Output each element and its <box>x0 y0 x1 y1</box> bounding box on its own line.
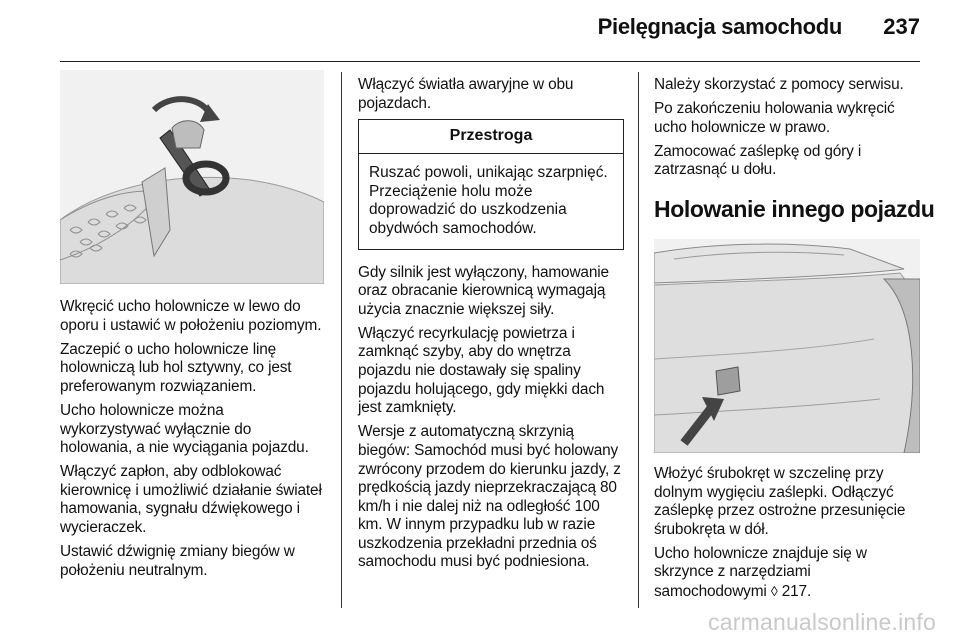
paragraph: Gdy silnik jest wyłączony, hamowanie oraz obracanie kierownicą wymagają użycia znacznie większej siły. <box>358 263 609 318</box>
paragraph: Ustawić dźwignię zmiany biegów w położeniu neutralnym. <box>60 543 295 579</box>
paragraph-text: Ucho holownicze znajduje się w skrzynce z narzędziami samochodowymi <box>654 544 867 601</box>
paragraph: Wkręcić ucho holownicze w lewo do oporu i ustawić w położeniu poziomym. <box>60 298 322 334</box>
paragraph: Włączyć światła awaryjne w obu pojazdach. <box>358 76 574 112</box>
paragraph-with-reference <box>654 545 926 602</box>
paragraph: Włożyć śrubokręt w szczelinę przy dolnym wygięciu zaślepki. Odłączyć zaślepkę przez ostrożne przesunięcie śrubokręta w dół. <box>654 464 906 538</box>
paragraph: Należy skorzystać z pomocy serwisu. <box>654 76 904 93</box>
page-number: 237 <box>883 14 920 39</box>
header-divider <box>60 61 920 62</box>
page-header-title: Pielęgnacja samochodu <box>597 14 842 39</box>
rear-bumper-illustration <box>654 239 920 453</box>
watermark: carmanualsonline.info <box>708 609 936 635</box>
front-bumper-drawing <box>60 70 324 284</box>
column-3 <box>654 76 935 607</box>
caution-box <box>358 119 624 249</box>
caution-heading: Przestroga <box>359 120 623 154</box>
paragraph: Włączyć recyrkulację powietrza i zamknąć szyby, aby do wnętrza pojazdu nie dostawały się spaliny pojazdu holującego, gdy miękki dach jest zamknięty. <box>358 324 605 417</box>
column-divider-1 <box>341 72 342 608</box>
page-reference-link[interactable]: 217. <box>781 583 812 601</box>
column-divider-2 <box>638 72 639 608</box>
rear-bumper-drawing <box>654 239 920 453</box>
paragraph: Zaczepić o ucho holownicze linę holowniczą lub hol sztywny, co jest preferowanym rozwiązaniem. <box>60 340 292 395</box>
paragraph: Po zakończeniu holowania wykręcić ucho holownicze w prawo. <box>654 100 895 136</box>
paragraph: Włączyć zapłon, aby odblokować kierownicę i umożliwić działanie świateł hamowania, sygnału dźwiękowego i wycieraczek. <box>60 463 322 537</box>
paragraph: Zamocować zaślepkę od góry i zatrzasnąć u dołu. <box>654 142 862 179</box>
caution-text: Ruszać powoli, unikając szarpnięć. Przeciążenie holu może doprowadzić do uszkodzenia obydwóch samochodów. <box>369 164 608 237</box>
column-2 <box>358 76 624 578</box>
page-reference-icon: ◊ <box>770 583 778 600</box>
paragraph: Ucho holownicze można wykorzystywać wyłącznie do holowania, a nie wyciągania pojazdu. <box>60 401 309 457</box>
section-heading: Holowanie innego pojazdu <box>654 195 935 222</box>
paragraph: Wersje z automatyczną skrzynią biegów: Samochód musi być holowany zwrócony przodem do kierunku jazdy, z prędkością jazdy nieprzekraczającą 80 km/h i nie dalej niż na odległość 100 km. W innym przypadku lub w razie uszkodzenia przekładni przednia oś samochodu musi być podniesiona. <box>358 423 621 571</box>
column-1 <box>60 70 326 586</box>
towing-eye-front-illustration <box>60 70 324 284</box>
